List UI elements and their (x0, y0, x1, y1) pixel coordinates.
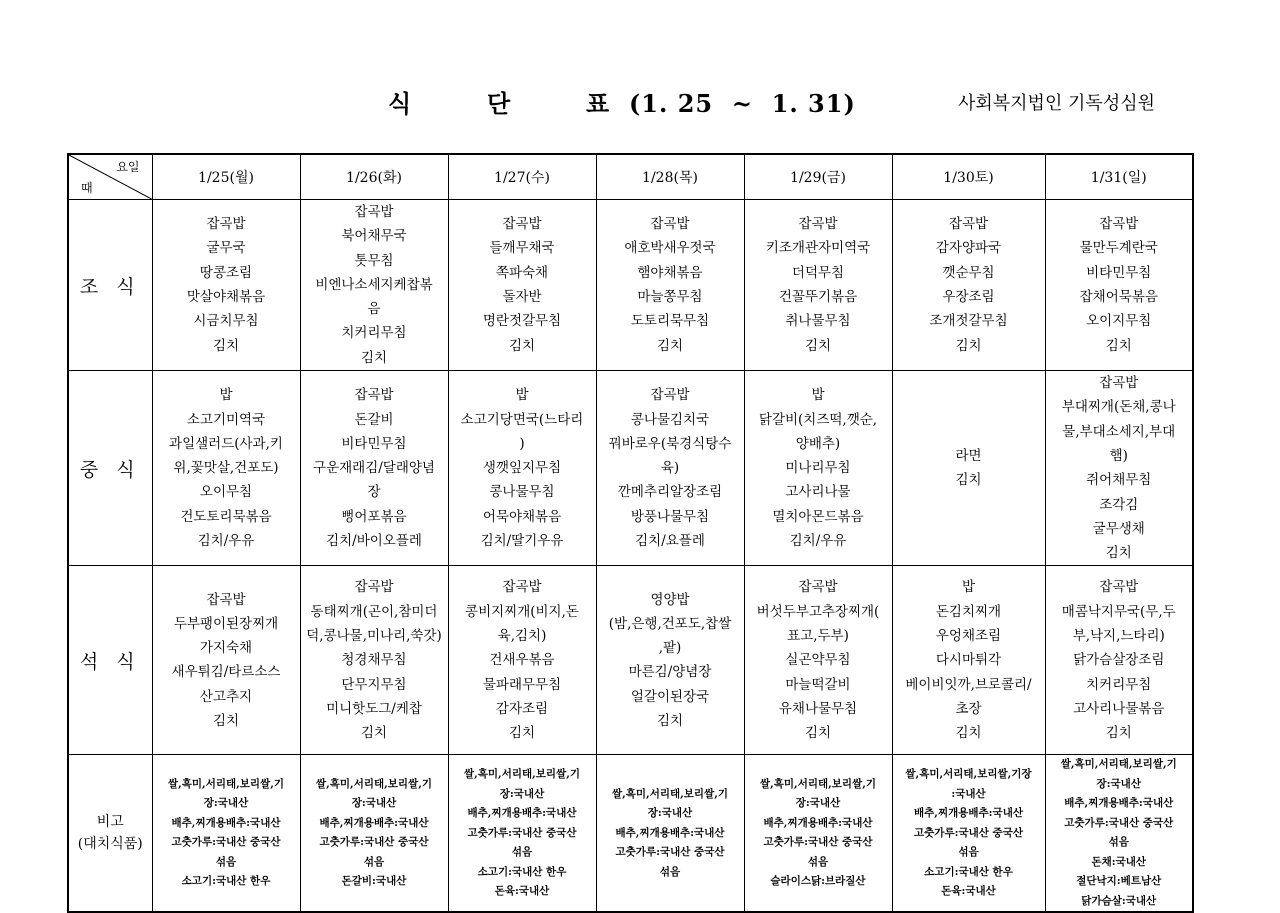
origin-note-cell (152, 755, 300, 913)
menu-item: 콩나물김치국 (630, 411, 710, 428)
menu-item: 북어채무국 (341, 228, 407, 245)
menu-item: 잡곡밥 (206, 216, 246, 233)
origin-note-line: 섞음 (363, 855, 385, 868)
day-header: 1/31(일) (1045, 154, 1193, 200)
origin-note-line: 돈육:국내산 (941, 885, 996, 898)
menu-cell (892, 200, 1045, 371)
menu-item: 쥐어채무침 (1086, 472, 1152, 489)
meal-row (68, 200, 1193, 371)
menu-item: 김치 (656, 713, 684, 730)
menu-item: 어묵야채볶음 (482, 508, 562, 525)
menu-cell (448, 371, 596, 566)
origin-note-line: 배추,찌개용배추:국내산 (615, 826, 725, 839)
menu-item: 음 (367, 301, 381, 318)
menu-item: 김치 (804, 337, 832, 354)
menu-item: 장 (367, 484, 381, 501)
menu-item: 건꼴뚜기볶음 (778, 289, 858, 306)
meal-label: 석 식 (68, 566, 152, 755)
menu-item: 물,부대소세지,부대 (1062, 423, 1176, 440)
menu-item: 닭가슴살장조림 (1073, 652, 1165, 669)
corner-meal-label: 때 (81, 181, 93, 195)
menu-cell (448, 200, 596, 371)
menu-item: 더덕무침 (791, 264, 845, 281)
notes-label-line: 비고 (96, 814, 124, 831)
menu-table (67, 153, 1194, 913)
menu-item: 김치/요플레 (635, 533, 705, 549)
menu-item: 밥 (961, 579, 976, 596)
origin-note-line: 고춧가루:국내산 중국산 (615, 846, 725, 859)
menu-item: 건새우볶음 (489, 652, 555, 669)
menu-item: 미니핫도그/케찹 (326, 700, 422, 717)
menu-item: 조각김 (1099, 496, 1139, 513)
menu-item: 굴무생채 (1092, 520, 1145, 537)
menu-item: 방풍나물무침 (630, 508, 710, 525)
origin-note-cell (892, 755, 1045, 913)
origin-note-line: 쌀,흑미,서리태,보리쌀,기 (611, 787, 729, 800)
menu-item: 김치 (360, 349, 388, 366)
menu-item: 단무지무침 (341, 676, 407, 693)
menu-item: 김치 (360, 725, 388, 742)
menu-item: 밥 (811, 387, 825, 404)
origin-note-line: 배추,찌개용배추:국내산 (171, 816, 281, 829)
menu-item: 위,꽃맛살,건포도) (173, 460, 279, 477)
day-header: 1/26(화) (300, 154, 448, 200)
menu-item: 우엉채조림 (935, 628, 1002, 644)
menu-body (68, 200, 1193, 913)
origin-note-line: 섞음 (958, 846, 979, 859)
menu-item: 부,낙지,느타리) (1072, 628, 1165, 644)
menu-cell (596, 200, 744, 371)
origin-note-line: 배추,찌개용배추:국내산 (914, 807, 1023, 820)
menu-item: 잡곡밥 (354, 579, 394, 596)
day-header: 1/28(목) (596, 154, 744, 200)
origin-note-line: 돈채:국내산 (1091, 855, 1147, 868)
header-row (68, 154, 1193, 200)
origin-note-line: :국내산 (951, 787, 986, 800)
origin-note-line: 배추,찌개용배추:국내산 (1064, 797, 1174, 810)
menu-item: 산고추지 (199, 688, 253, 705)
menu-item: 육,김치) (497, 628, 547, 644)
origin-note-line: 장:국내산 (647, 807, 693, 820)
menu-item: 햄야채볶음 (637, 264, 703, 281)
menu-item: 굴무국 (206, 240, 246, 257)
origin-note-line: 고춧가루:국내산 중국산 (467, 826, 577, 839)
menu-item: 잡곡밥 (502, 216, 542, 233)
menu-item: 깻순무침 (942, 264, 995, 281)
menu-cell (300, 371, 448, 566)
menu-cell (1045, 371, 1193, 566)
menu-item: 잡곡밥 (206, 591, 246, 608)
menu-cell (152, 566, 300, 755)
menu-item: 김치/바이오플레 (326, 533, 422, 549)
menu-item: 미나리무침 (785, 460, 851, 477)
origin-note-cell (300, 755, 448, 913)
menu-item: 김치 (804, 725, 832, 742)
origin-note-line: 배추,찌개용배추:국내산 (763, 816, 873, 829)
menu-item: 고사리나물 (785, 484, 851, 501)
menu-item: 마늘떡갈비 (785, 676, 851, 693)
menu-cell (152, 200, 300, 371)
menu-item: 가지숙채 (199, 640, 253, 657)
day-header: 1/25(월) (152, 154, 300, 200)
organization-name: 사회복지법인 기독성심원 (958, 93, 1155, 114)
origin-note-line: 고춧가루:국내산 중국산 (763, 836, 873, 849)
origin-note-line: 쌀,흑미,서리태,보리쌀,기 (759, 777, 877, 790)
corner-header (68, 154, 152, 200)
menu-item: 잡곡밥 (354, 387, 394, 404)
day-header: 1/29(금) (744, 154, 892, 200)
origin-note-line: 소고기:국내산 한우 (181, 875, 271, 888)
origin-note-line: 절단낙지:베트남산 (1076, 875, 1162, 888)
menu-item: 초장 (955, 700, 982, 717)
menu-item: 표고,두부) (787, 628, 849, 644)
menu-item: 김치 (212, 337, 240, 354)
menu-item: 톳무침 (354, 252, 394, 269)
menu-item: 뻥어포볶음 (341, 508, 407, 525)
menu-item: 잡곡밥 (1099, 375, 1139, 392)
origin-note-line: 돈갈비:국내산 (341, 875, 407, 888)
menu-item: 라면 (955, 447, 982, 464)
day-header: 1/30토) (892, 154, 1045, 200)
menu-cell (892, 371, 1045, 566)
menu-item: 잡곡밥 (650, 387, 690, 404)
menu-item: 김치/우유 (197, 533, 255, 549)
origin-note-cell (596, 755, 744, 913)
menu-item: 김치 (508, 337, 536, 354)
origin-note-line: 쌀,흑미,서리태,보리쌀,기장 (905, 768, 1032, 781)
origin-note-line: 쌀,흑미,서리태,보리쌀,기 (463, 768, 581, 781)
page-title: 식 단 표 (1. 25 ~ 1. 31) (388, 89, 856, 118)
menu-item: 두부팽이된장찌개 (173, 615, 279, 632)
origin-note-line: 쌀,흑미,서리태,보리쌀,기 (315, 777, 433, 790)
meal-row (68, 371, 1193, 566)
menu-item: 물파래무무침 (482, 676, 562, 693)
menu-item: 꿔바로우(북경식탕수 (608, 435, 732, 452)
origin-note-line: 돈육:국내산 (494, 885, 550, 898)
menu-cell (152, 371, 300, 566)
origin-note-line: 장:국내산 (795, 797, 841, 810)
menu-item: 잡곡밥 (1099, 579, 1139, 596)
menu-item: 실곤약무침 (785, 652, 851, 669)
menu-item: 김치 (955, 337, 982, 354)
menu-item: 부대찌개(돈채,콩나 (1061, 399, 1176, 416)
menu-item: 시금치무침 (193, 313, 259, 330)
menu-item: 새우튀김/타르소스 (171, 664, 281, 681)
menu-item: 건도토리묵볶음 (180, 508, 272, 525)
meal-row (68, 566, 1193, 755)
menu-item: 양배추) (795, 435, 841, 452)
menu-item: 우장조림 (942, 289, 995, 306)
menu-item: 멸치아몬드볶음 (772, 508, 864, 525)
menu-item: 매콤낙지무국(무,두 (1061, 603, 1176, 620)
menu-item: 김치 (656, 337, 684, 354)
menu-item: 돌자반 (502, 289, 542, 306)
menu-item: 치커리무침 (341, 325, 407, 342)
origin-note-cell (1045, 755, 1193, 913)
notes-row (68, 755, 1193, 913)
menu-item: 잡곡밥 (1099, 216, 1139, 233)
menu-item: 쪽파숙채 (495, 264, 549, 281)
origin-note-cell (744, 755, 892, 913)
corner-day-label: 요일 (116, 160, 140, 174)
menu-item: 잡채어묵볶음 (1079, 289, 1158, 306)
notes-label (68, 755, 152, 913)
menu-item: 김치 (508, 725, 536, 742)
menu-item: 잡곡밥 (798, 216, 838, 233)
menu-cell (448, 566, 596, 755)
day-header: 1/27(수) (448, 154, 596, 200)
origin-note-line: 섞음 (511, 846, 533, 859)
menu-item: 애호박새우젓국 (624, 240, 716, 257)
menu-item: 영양밥 (650, 591, 690, 608)
menu-item: 김치 (955, 725, 982, 742)
menu-cell (300, 200, 448, 371)
menu-cell (744, 200, 892, 371)
menu-cell (892, 566, 1045, 755)
menu-item: 비엔나소세지케찹볶 (315, 276, 433, 293)
menu-item: 돈갈비 (354, 411, 394, 428)
origin-note-line: 섞음 (659, 865, 681, 878)
menu-item: 김치 (955, 472, 982, 489)
menu-cell (596, 371, 744, 566)
origin-note-line: 배추,찌개용배추:국내산 (467, 807, 577, 820)
origin-note-line: 고춧가루:국내산 중국산 (319, 836, 429, 849)
menu-item: 고사리나물볶음 (1073, 700, 1165, 717)
menu-item: 햄) (1109, 447, 1128, 464)
menu-item: 키조개관자미역국 (765, 240, 871, 257)
menu-item: 깐메추리알장조림 (617, 484, 723, 501)
origin-note-line: 쌀,흑미,서리태,보리쌀,기 (1060, 758, 1177, 771)
menu-item: 돈김치찌개 (935, 603, 1002, 620)
origin-note-line: 장:국내산 (351, 797, 397, 810)
menu-item: 김치 (1105, 725, 1132, 742)
menu-item: 마늘쫑무침 (637, 289, 703, 306)
meal-label: 조 식 (68, 200, 152, 371)
menu-cell (744, 566, 892, 755)
menu-item: 덕,콩나물,미나리,쑥갓) (306, 628, 442, 644)
menu-item: 김치/우유 (789, 533, 847, 549)
menu-item: 잡곡밥 (354, 204, 394, 220)
menu-item: 물만두계란국 (1079, 240, 1158, 257)
origin-note-line: 슬라이스닭:브라질산 (770, 875, 866, 888)
menu-item: 버섯두부고추장찌개( (756, 603, 880, 620)
menu-item: 들깨무채국 (489, 240, 555, 257)
menu-item: 콩비지찌개(비지,돈 (465, 603, 579, 620)
menu-item: 비타민무침 (341, 435, 407, 452)
origin-note-line: 섞음 (215, 855, 237, 868)
menu-item: 김치 (212, 713, 240, 730)
menu-item: 잡곡밥 (798, 579, 838, 596)
menu-item: 김치 (1105, 545, 1132, 562)
origin-note-line: 섞음 (1108, 836, 1129, 849)
menu-item: 과일샐러드(사과,키 (169, 435, 283, 452)
meal-label: 중 식 (68, 371, 152, 566)
menu-item: 베이비잇까,브로콜리/ (905, 676, 1032, 693)
menu-item: 닭갈비(치즈떡,깻순, (758, 411, 878, 428)
origin-note-line: 소고기:국내산 한우 (477, 865, 567, 878)
menu-item: 감자양파국 (935, 240, 1002, 257)
menu-cell (1045, 200, 1193, 371)
menu-item: 오이지무침 (1086, 313, 1152, 330)
menu-item: 구운재래김/달래양념 (313, 460, 435, 477)
menu-cell (300, 566, 448, 755)
menu-item: 김치/딸기우유 (480, 533, 564, 549)
origin-note-line: 닭가슴살:국내산 (1081, 894, 1157, 907)
notes-label-line: (대치식품) (77, 836, 143, 853)
menu-item: 소고기당면국(느타리 (460, 411, 584, 428)
menu-item: 소고기미역국 (186, 411, 266, 428)
menu-item: 밥 (219, 387, 233, 404)
menu-item: 잡곡밥 (948, 216, 989, 233)
menu-item: (밤,은행,건포도,찹쌀 (608, 615, 732, 632)
menu-cell (596, 566, 744, 755)
menu-item: 육) (660, 460, 680, 477)
menu-item: 오이무침 (199, 484, 253, 501)
menu-item: 마른김/양념장 (628, 664, 712, 681)
origin-note-cell (448, 755, 596, 913)
origin-note-line: 배추,찌개용배추:국내산 (319, 816, 429, 829)
menu-item: 얼갈이된장국 (630, 688, 710, 705)
menu-item: 생깻잎지무침 (482, 460, 562, 477)
origin-note-line: 고춧가루:국내산 중국산 (171, 836, 281, 849)
menu-item: 밥 (515, 387, 529, 404)
menu-item: 취나물무침 (785, 313, 851, 330)
menu-item: 다시마튀각 (935, 652, 1002, 669)
menu-item: 동태찌개(곤이,참미더 (310, 603, 438, 620)
menu-item: 청경채무침 (341, 652, 407, 669)
menu-item: ,팥) (658, 640, 682, 657)
menu-item: 잡곡밥 (502, 579, 542, 596)
origin-note-line: 섞음 (807, 855, 829, 868)
menu-item: 치커리무침 (1086, 676, 1152, 693)
menu-item: 명란젓갈무침 (482, 313, 562, 330)
menu-item: 비타민무침 (1086, 264, 1152, 281)
menu-item: 유채나물무침 (778, 700, 858, 717)
origin-note-line: 고춧가루:국내산 중국산 (914, 826, 1023, 839)
menu-item: 도토리묵무침 (630, 313, 710, 330)
origin-note-line: 쌀,흑미,서리태,보리쌀,기 (167, 777, 285, 790)
menu-item: ) (519, 435, 525, 452)
origin-note-line: 소고기:국내산 한우 (924, 865, 1013, 878)
menu-cell (1045, 566, 1193, 755)
origin-note-line: 장:국내산 (203, 797, 249, 810)
origin-note-line: 장:국내산 (1096, 777, 1141, 790)
origin-note-line: 고춧가루:국내산 중국산 (1064, 816, 1174, 829)
menu-item: 감자조림 (495, 700, 549, 717)
menu-item: 맛살야채볶음 (186, 289, 266, 306)
menu-cell (744, 371, 892, 566)
menu-item: 땅콩조림 (199, 264, 253, 281)
origin-note-line: 장:국내산 (499, 787, 545, 800)
menu-item: 콩나물무침 (489, 484, 555, 501)
menu-item: 김치 (1105, 337, 1132, 354)
menu-item: 잡곡밥 (650, 216, 690, 233)
menu-item: 조개젓갈무침 (929, 313, 1008, 330)
